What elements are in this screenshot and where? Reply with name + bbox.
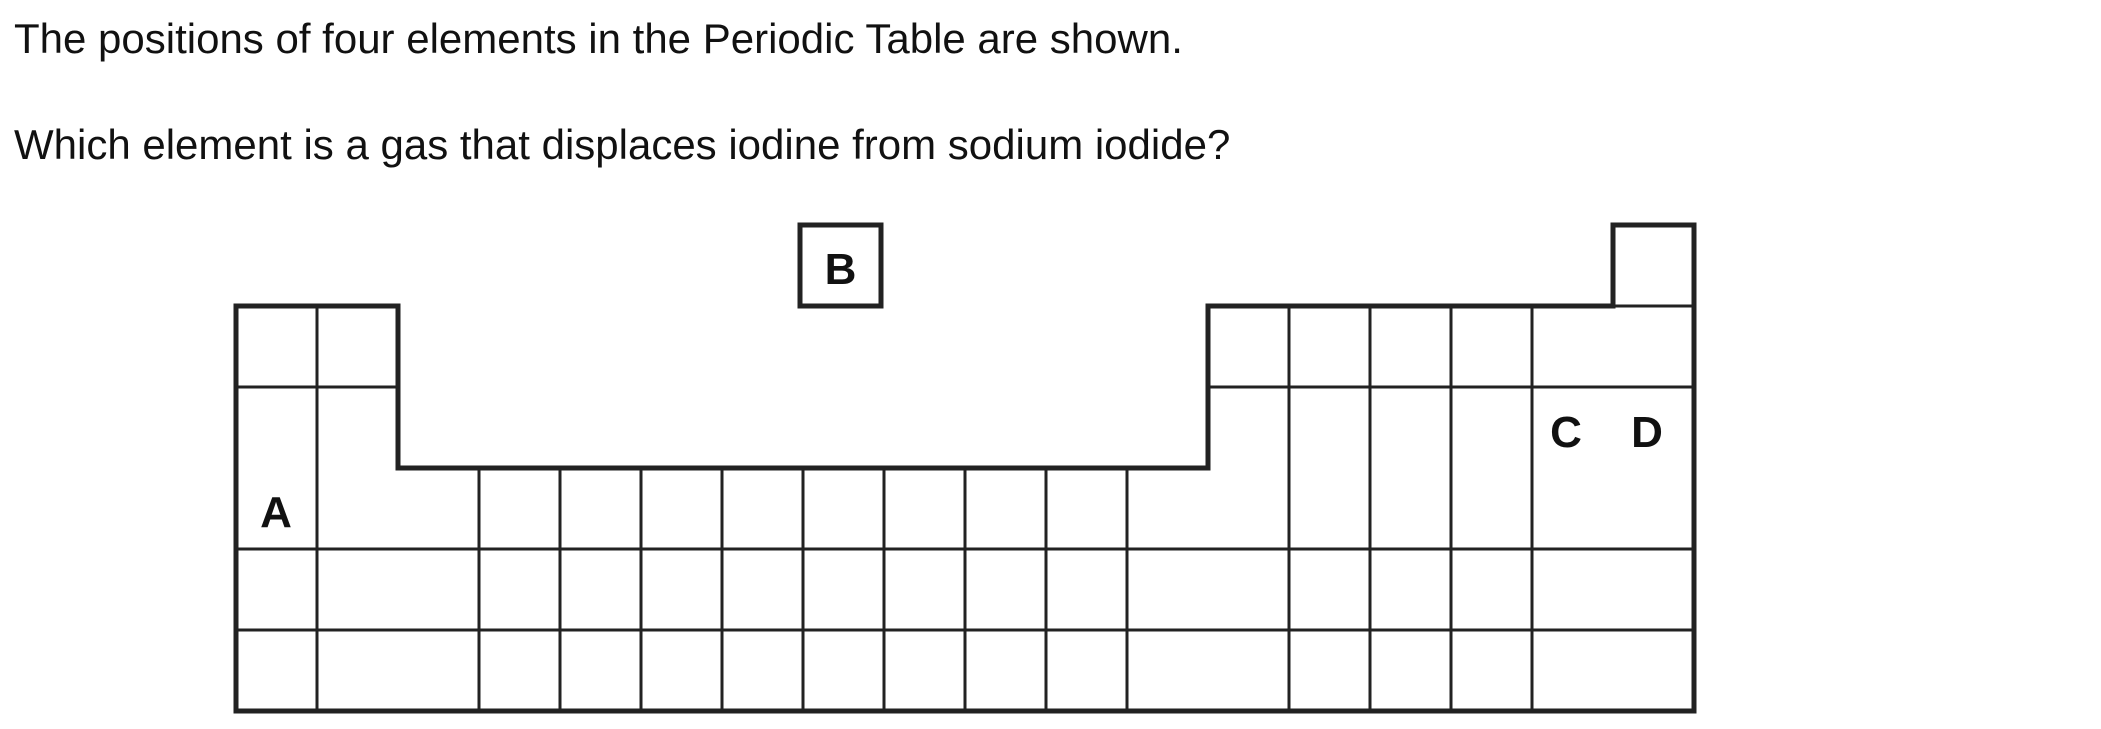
periodic-table-grid [236, 306, 1694, 711]
element-label-b: B [824, 245, 857, 294]
element-label-c: C [1550, 408, 1582, 457]
question-prompt: Which element is a gas that displaces iodine from sodium iodide? [14, 121, 1231, 168]
question-intro: The positions of four elements in the Periodic Table are shown. [14, 15, 1183, 62]
element-label-a: A [260, 488, 292, 537]
element-label-d: D [1631, 408, 1663, 457]
